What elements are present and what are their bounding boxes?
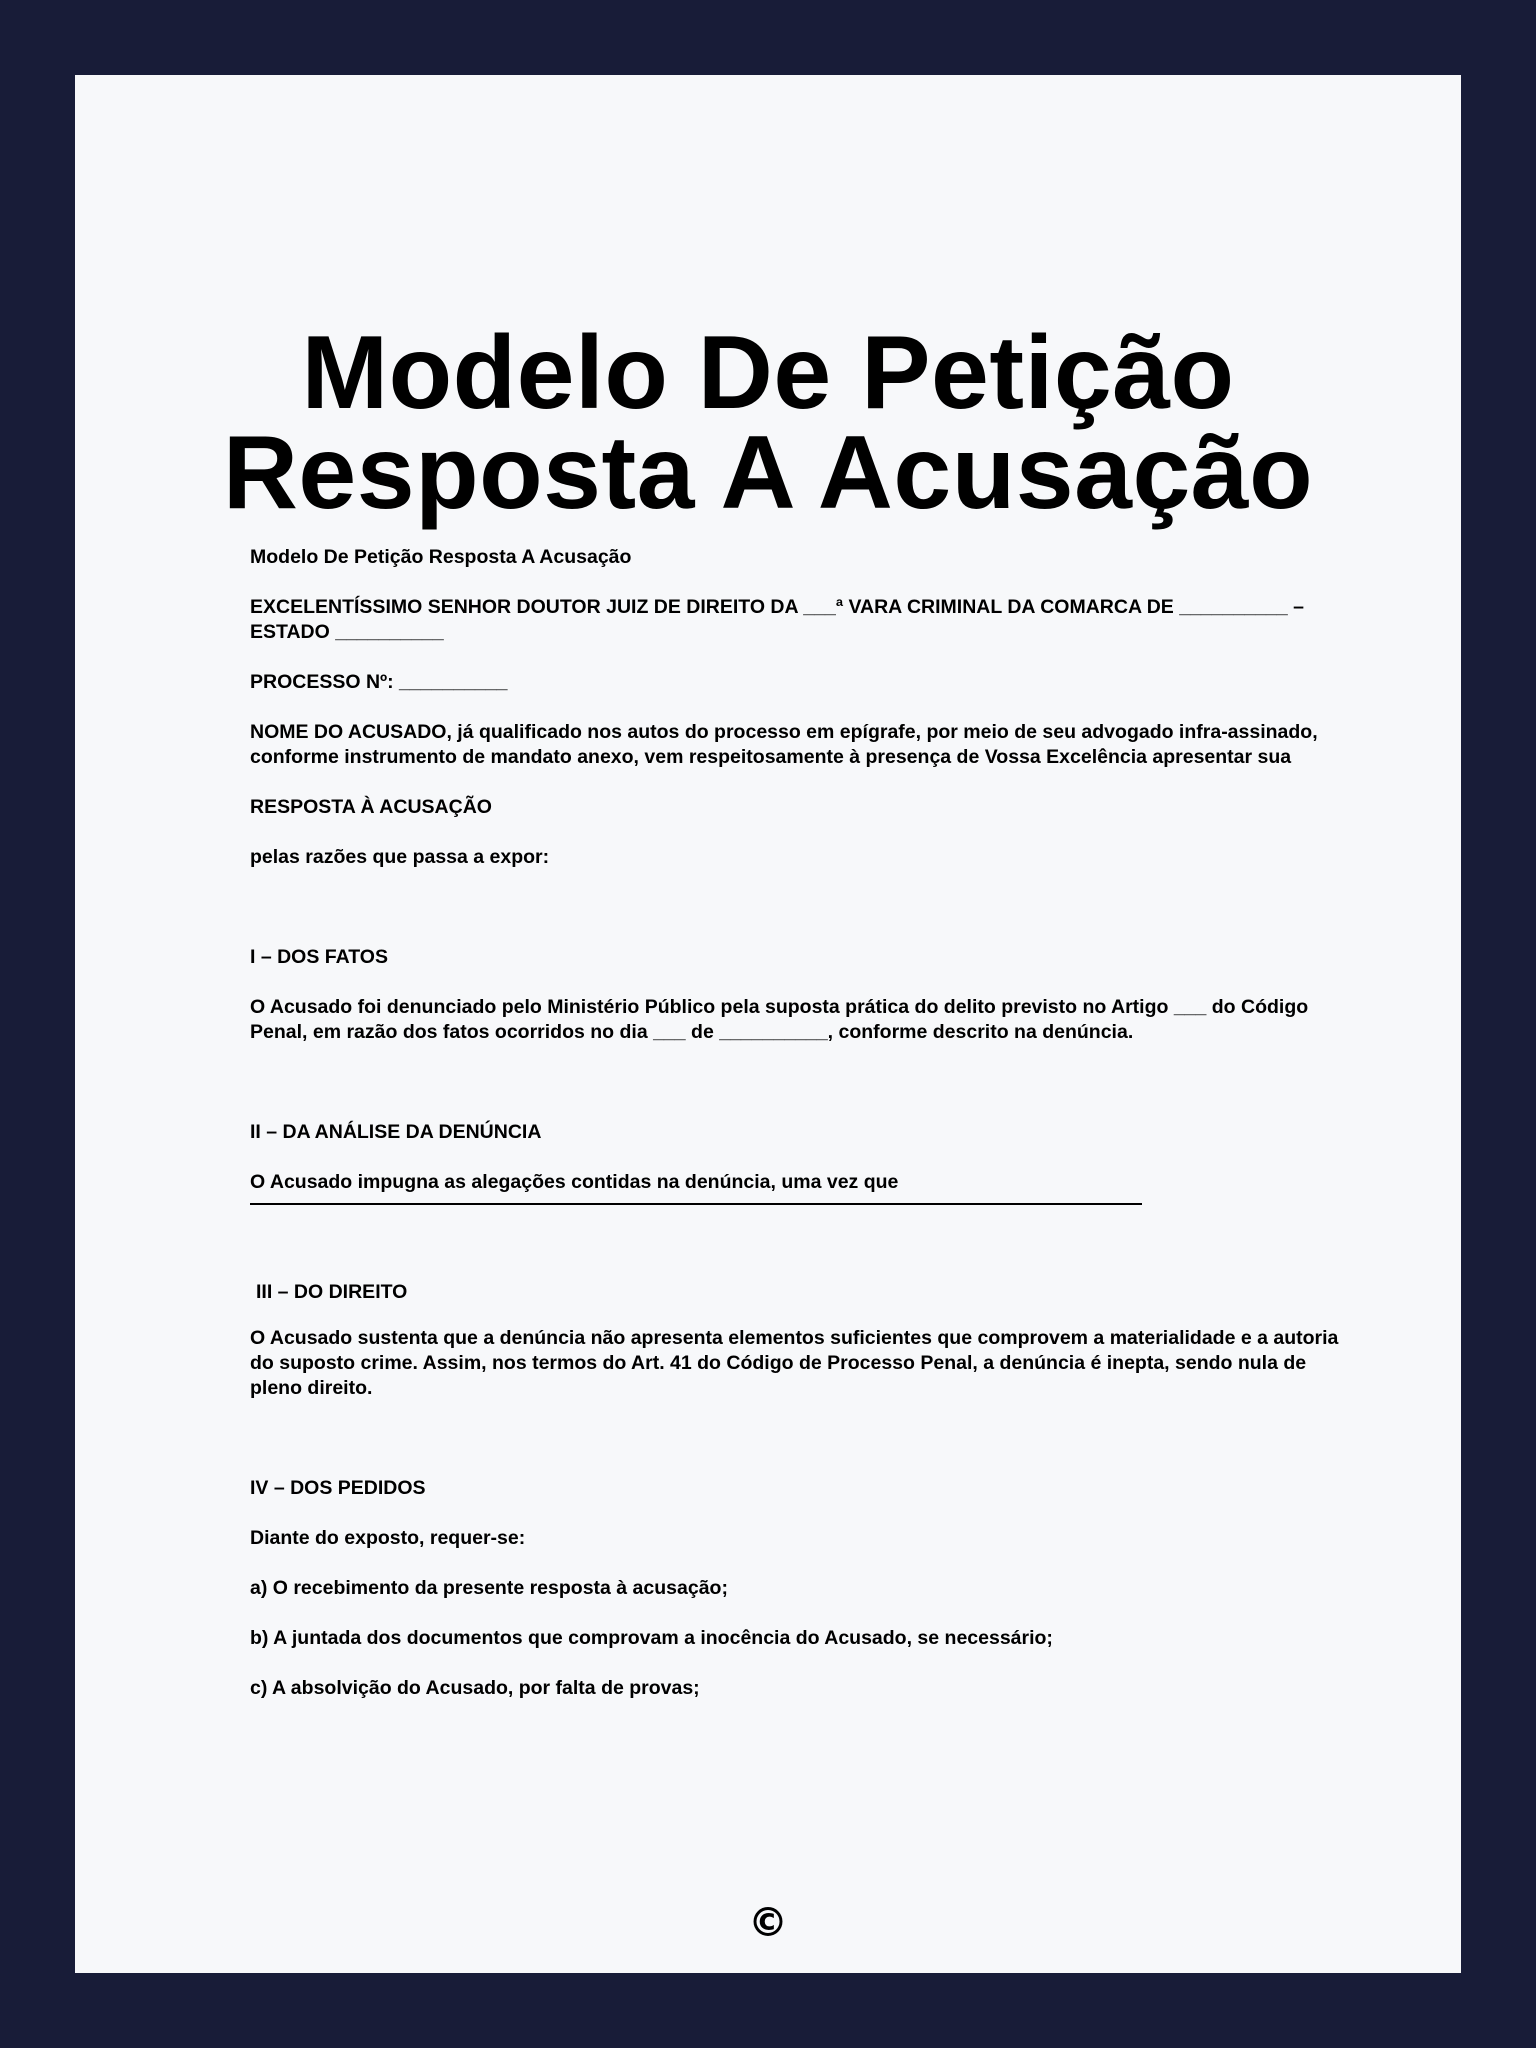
section-text-analysis	[250, 1170, 1360, 1205]
section-text-law: O Acusado sustenta que a denúncia não apresenta elementos suficientes que comprovem a materialidade e a autoria do suposto crime. Assim, nos termos do Art. 41 do Código de Processo Penal, a denúncia é inepta, sendo nula de pleno direito.	[250, 1327, 1339, 1399]
spacer	[250, 1070, 1360, 1120]
request-item: b) A juntada dos documentos que comprovam a inocência do Acusado, se necessário;	[250, 1627, 1053, 1649]
document-subtitle: Modelo De Petição Resposta A Acusação	[250, 546, 632, 568]
spacer	[250, 895, 1360, 945]
document-type-heading: RESPOSTA À ACUSAÇÃO	[250, 796, 492, 818]
section-heading-requests: IV – DOS PEDIDOS	[250, 1477, 426, 1499]
court-address: EXCELENTÍSSIMO SENHOR DOUTOR JUIZ DE DIREITO DA ___ª VARA CRIMINAL DA COMARCA DE __________ – ESTADO __________	[250, 596, 1304, 643]
section-heading-analysis: II – DA ANÁLISE DA DENÚNCIA	[250, 1121, 542, 1143]
section-text-requests-intro: Diante do exposto, requer-se:	[250, 1527, 526, 1549]
intro-paragraph: NOME DO ACUSADO, já qualificado nos autos do processo em epígrafe, por meio de seu advogado infra-assinado, conforme instrumento de mandato anexo, vem respeitosamente à presença de Vossa Excelência apresentar sua	[250, 721, 1318, 768]
section-heading-law: III – DO DIREITO	[256, 1281, 408, 1303]
copyright-icon: ©	[748, 1900, 788, 1946]
request-item: c) A absolvição do Acusado, por falta de provas;	[250, 1677, 700, 1699]
request-item: a) O recebimento da presente resposta à acusação;	[250, 1577, 728, 1599]
spacer	[250, 1205, 1360, 1280]
page-title: Modelo De Petição Resposta A Acusação	[222, 315, 1314, 531]
process-number: PROCESSO Nº: __________	[250, 671, 508, 693]
lead-in-text: pelas razões que passa a expor:	[250, 846, 550, 868]
section-heading-facts: I – DOS FATOS	[250, 946, 388, 968]
section-text-analysis-content: O Acusado impugna as alegações contidas na denúncia, uma vez que	[250, 1171, 899, 1193]
section-text-facts: O Acusado foi denunciado pelo Ministério Público pela suposta prática do delito previsto no Artigo ___ do Código Penal, em razão dos fatos ocorridos no dia ___ de __________, conforme descrito na denúncia.	[250, 996, 1309, 1043]
document-body	[250, 545, 1360, 1726]
spacer	[250, 1426, 1360, 1476]
document-page	[75, 75, 1461, 1973]
